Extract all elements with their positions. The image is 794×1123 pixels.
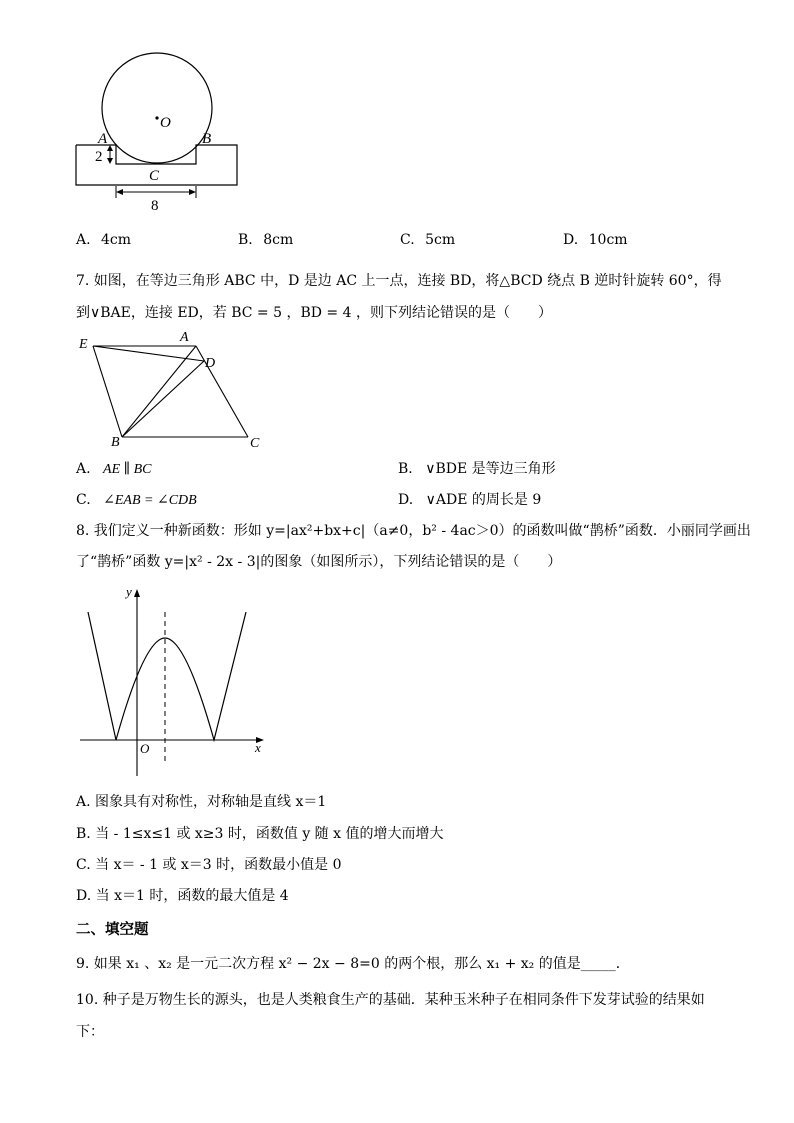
- q7-option-d: D. ∨ADE 的周长是 9: [398, 492, 542, 508]
- q6-option-a: A. 4cm: [76, 232, 132, 248]
- q8-option-b: B. 当 - 1≤x≤1 或 x≥3 时，函数值 y 随 x 值的增大而增大: [76, 826, 444, 842]
- dim-height: 2: [95, 149, 103, 165]
- q10-text-line2: 下：: [76, 1024, 104, 1040]
- q7-option-a: A. AE ∥ BC: [76, 461, 152, 477]
- q8-option-a: A. 图象具有对称性，对称轴是直线 x＝1: [76, 794, 327, 810]
- label-a: A: [98, 131, 108, 147]
- label-o: O: [160, 115, 171, 131]
- label-c: C: [149, 168, 160, 184]
- axis-label-y: y: [126, 584, 132, 599]
- label-e: E: [79, 337, 88, 352]
- label-c7: C: [250, 436, 260, 451]
- origin-label: O: [140, 741, 150, 756]
- label-b7: B: [111, 435, 120, 450]
- label-a7: A: [180, 330, 189, 345]
- axis-label-x: x: [255, 740, 261, 755]
- q7-text-line1: 7. 如图，在等边三角形 ABC 中，D 是边 AC 上一点，连接 BD，将△BCD 绕点 B 逆时针旋转 60°，得: [76, 273, 722, 289]
- label-b: B: [202, 131, 212, 147]
- label-d: D: [205, 356, 216, 371]
- q10-text-line1: 10. 种子是万物生长的源头，也是人类粮食生产的基础．某种玉米种子在相同条件下发芽试验的结果如: [76, 992, 705, 1008]
- function-curve: [88, 612, 246, 740]
- q9-text: 9. 如果 x₁ 、x₂ 是一元二次方程 x² − 2x − 8=0 的两个根，那么 x₁ + x₂ 的值是_____．: [76, 956, 630, 972]
- q8-text-line1: 8. 我们定义一种新函数：形如 y=|ax²+bx+c|（a≠0，b² - 4ac＞0）的函数叫做“鹊桥”函数．小丽同学画出: [76, 523, 751, 539]
- q7-option-c: C. ∠EAB = ∠CDB: [76, 492, 197, 508]
- q6-option-d: D. 10cm: [563, 232, 628, 248]
- dim-width: 8: [151, 198, 159, 214]
- q6-option-b: B. 8cm: [238, 232, 294, 248]
- q8-option-c: C. 当 x＝ - 1 或 x＝3 时，函数最小值是 0: [76, 857, 342, 873]
- q7-text-line2: 到∨BAE，连接 ED，若 BC = 5 ，BD = 4 ，则下列结论错误的是（ ）: [76, 305, 552, 321]
- section-title: 二、填空题: [76, 921, 149, 938]
- q8-option-d: D. 当 x＝1 时，函数的最大值是 4: [76, 888, 289, 904]
- q6-option-c: C. 5cm: [400, 232, 456, 248]
- q7-option-b: B. ∨BDE 是等边三角形: [398, 461, 556, 477]
- q8-text-line2: 了“鹊桥”函数 y=|x² - 2x - 3|的图象（如图所示），下列结论错误的是（ ）: [76, 554, 562, 570]
